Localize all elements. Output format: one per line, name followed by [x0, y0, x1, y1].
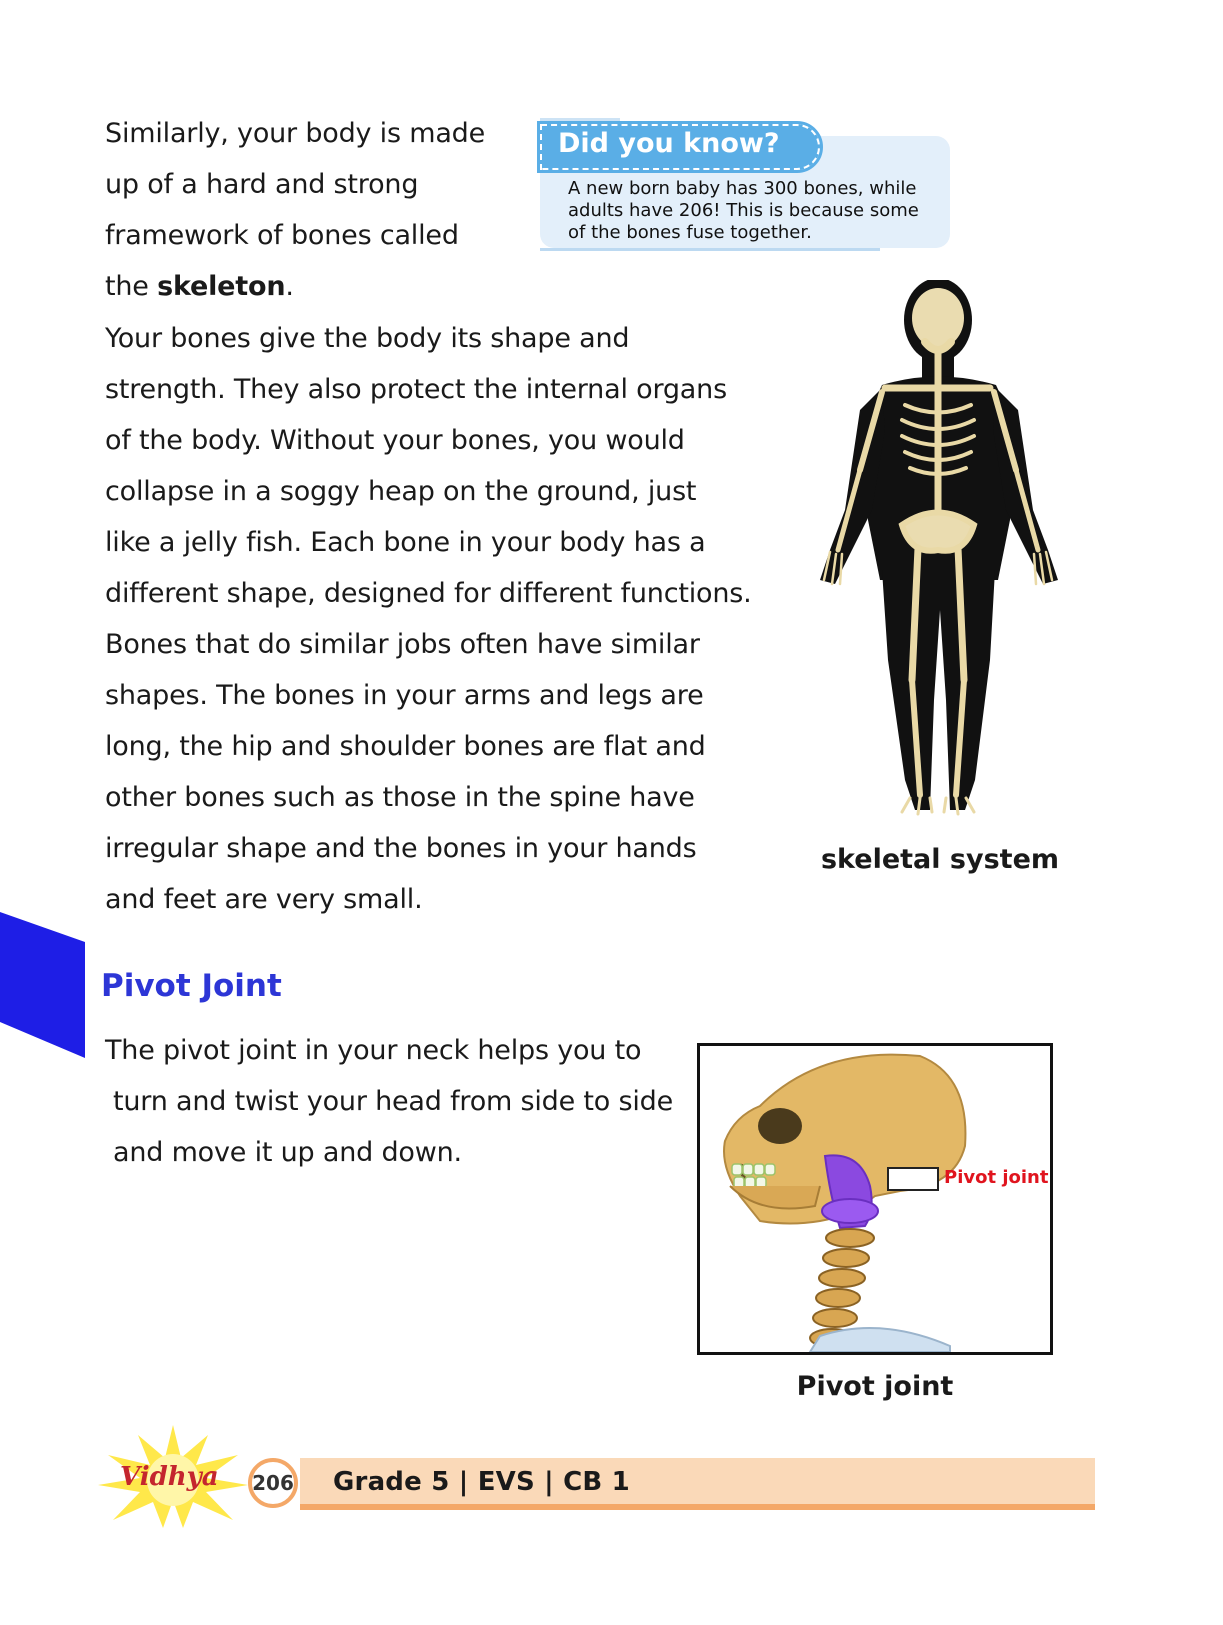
skeleton-illustration	[790, 280, 1090, 835]
paragraph-line: Your bones give the body its shape and	[105, 323, 630, 354]
paragraph-line: like a jelly fish. Each bone in your body has a	[105, 527, 706, 558]
did-you-know-callout	[540, 118, 950, 258]
paragraph-line: Bones that do similar jobs often have similar	[105, 629, 700, 660]
skeleton-caption: skeletal system	[820, 844, 1060, 875]
intro-line	[105, 261, 505, 312]
skeleton-bones	[824, 288, 1052, 814]
publisher-logo	[88, 1420, 258, 1530]
pivot-joint-image	[697, 1043, 1053, 1355]
paragraph-line: irregular shape and the bones in your hands	[105, 833, 697, 864]
paragraph-line: of the body. Without your bones, you would	[105, 425, 685, 456]
skeleton-term: skeleton	[157, 271, 286, 302]
callout-title: Did you know?	[558, 128, 780, 159]
callout-text: A new born baby has 300 bones, while adults have 206! This is because some of the bones fuse together.	[568, 178, 919, 243]
paragraph-line: The pivot joint in your neck helps you to	[105, 1035, 642, 1066]
page-number: 206	[248, 1458, 298, 1508]
pivot-joint-label: Pivot joint	[944, 1167, 1049, 1188]
bones-paragraph	[105, 313, 805, 925]
callout-decoration	[540, 118, 620, 121]
skull-neck-illustration	[700, 1046, 1050, 1352]
intro-line: Similarly, your body is made	[105, 118, 486, 149]
paragraph-line: and feet are very small.	[105, 884, 423, 915]
footer-course-label: Grade 5 | EVS | CB 1	[333, 1467, 630, 1497]
paragraph-line: different shape, designed for different functions.	[105, 578, 752, 609]
paragraph-line: long, the hip and shoulder bones are flat and	[105, 731, 706, 762]
pivot-paragraph	[105, 1025, 705, 1178]
section-heading: Pivot Joint	[101, 968, 282, 1004]
pivot-joint-caption: Pivot joint	[796, 1371, 954, 1402]
paragraph-line: and move it up and down.	[113, 1137, 462, 1168]
paragraph-line: turn and twist your head from side to side	[113, 1086, 674, 1117]
intro-text: .	[285, 271, 294, 302]
intro-line: framework of bones called	[105, 220, 459, 251]
logo-text: Vidhya	[120, 1462, 219, 1492]
section-tab	[0, 912, 90, 1058]
paragraph-line: collapse in a soggy heap on the ground, just	[105, 476, 697, 507]
paragraph-line: strength. They also protect the internal organs	[105, 374, 727, 405]
paragraph-line: other bones such as those in the spine have	[105, 782, 695, 813]
intro-paragraph	[105, 108, 505, 312]
intro-text: the	[105, 271, 158, 302]
callout-decoration	[540, 248, 880, 251]
intro-line: up of a hard and strong	[105, 169, 419, 200]
paragraph-line: shapes. The bones in your arms and legs are	[105, 680, 704, 711]
